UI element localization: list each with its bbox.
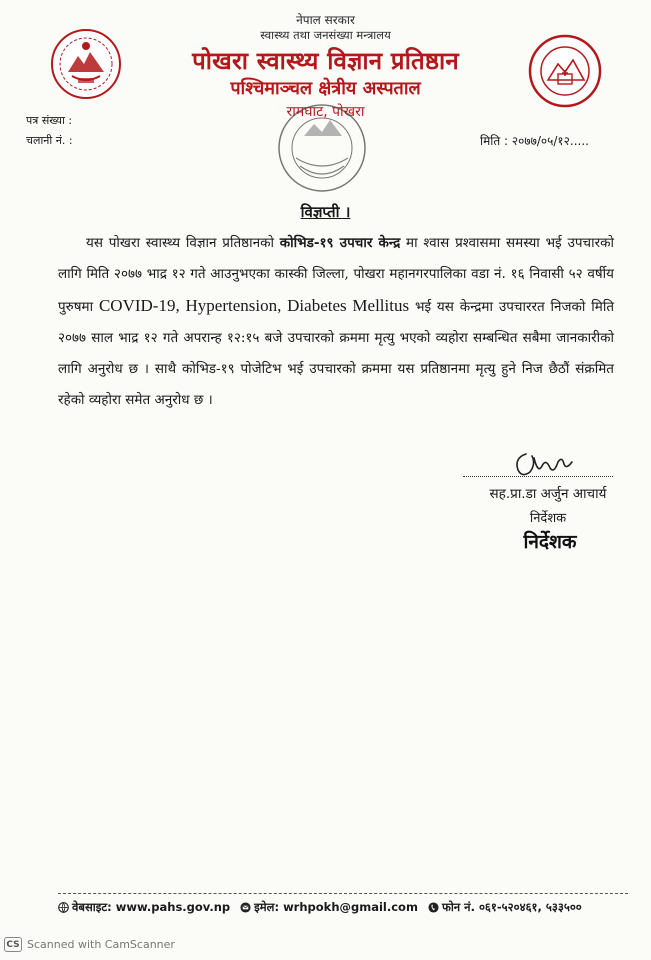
phone-icon	[428, 902, 439, 913]
footer-divider	[58, 893, 628, 894]
reference-number-label: पत्र संख्या :	[26, 114, 73, 127]
camscanner-logo-icon: CS	[4, 937, 22, 952]
notice-body-text: यस पोखरा स्वास्थ्य विज्ञान प्रतिष्ठानको	[86, 235, 280, 251]
notice-body	[58, 228, 614, 416]
footer-email-text: इमेल: wrhpokh@gmail.com	[254, 900, 418, 914]
footer-website-text: वेबसाइट: www.pahs.gov.np	[72, 900, 231, 914]
footer-phone-text: फोन नं. ०६१-५२०४६१, ५३३५००	[441, 900, 582, 914]
email-icon	[240, 902, 251, 913]
signatory-name: सह.प्रा.डा अर्जुन आचार्य	[489, 486, 607, 502]
footer-phone	[428, 900, 582, 915]
notice-title: विज्ञप्ती ।	[300, 203, 351, 221]
letter-date: मिति : २०७७/०५/१२.....	[480, 134, 589, 148]
hospital-location: रामघाट, पोखरा	[286, 104, 365, 120]
contact-footer	[58, 900, 628, 915]
notice-body-diagnosis: COVID-19, Hypertension, Diabetes Mellitus	[98, 296, 410, 315]
notice-body-text: मा श्वास प्रश्वासमा समस्या भई उपचारको लागि मिति २०७७ भाद्र १२ गते आउनुभएका कास्की जिल्ला, पोखरा महानगरपालिका वडा नं. १६ निवासी ५२ वर्षीय पुरुषमा	[58, 235, 615, 315]
signature-line	[463, 476, 613, 477]
ministry-name: स्वास्थ्य तथा जनसंख्या मन्त्रालय	[260, 28, 391, 42]
signatory-title: निर्देशक	[529, 511, 567, 526]
government-name: नेपाल सरकार	[296, 13, 355, 27]
institute-name: पोखरा स्वास्थ्य विज्ञान प्रतिष्ठान	[192, 47, 459, 75]
hospital-name: पश्चिमाञ्चल क्षेत्रीय अस्पताल	[230, 78, 421, 99]
office-seal-icon	[276, 102, 368, 194]
notice-body-emphasis: कोभिड-१९ उपचार केन्द्र	[279, 235, 401, 251]
globe-icon	[58, 902, 69, 913]
dispatch-number-label: चलानी नं. :	[26, 134, 73, 147]
notice-body-text: भई यस केन्द्रमा उपचाररत निजको मिति २०७७ साल भाद्र १२ गते अपरान्ह १२:१५ बजे उपचारको क्रममा मृत्यु भएको व्यहोरा सम्बन्धित सबैमा जानकारीको लागि अनुरोध छ । साथै कोभिड-१९ पोजेटिभ भई उपचारको क्रममा यस प्रतिष्ठानमा मृत्यु हुने निज छैठौं संक्रमित रहेको व्यहोरा समेत अनुरोध छ ।	[58, 299, 615, 408]
camscanner-text: Scanned with CamScanner	[27, 938, 175, 951]
footer-email	[240, 900, 418, 915]
signatory-stamp-title: निर्देशक	[523, 531, 577, 553]
camscanner-watermark	[4, 937, 175, 952]
footer-website	[58, 900, 230, 915]
